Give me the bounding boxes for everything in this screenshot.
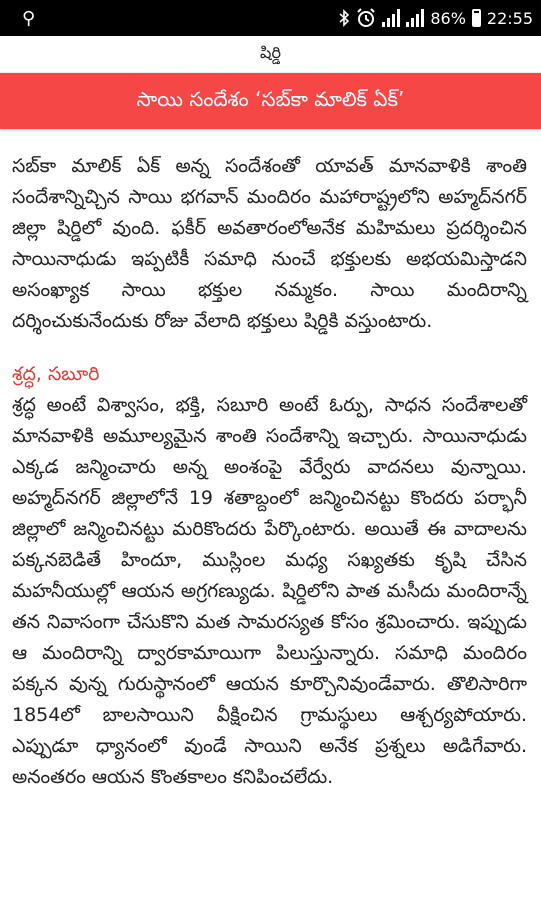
bluetooth-icon: [338, 9, 350, 27]
signal-icon: [382, 9, 400, 27]
article-paragraph: సబ్‌కా మాలిక్ ఏక్ అన్న సందేశంతో యావత్ మానవాళికి శాంతి సందేశాన్నిచ్చిన సాయి భగవాన్ మందిరం మహారాష్ట్రలోని అహ్మద్‌నగర్ జిల్లా షిర్డిలో వుంది. ఫకీర్ అవతారంలోఅనేక మహిమలు ప్రదర్శించిన సాయినాధుడు ఇప్పటికీ సమాధి నుంచే భక్తులకు అభయమిస్తాడని అసంఖ్యాక సాయి భక్తుల నమ్మకం. సాయి మందిరాన్ని దర్శించుకునేందుకు రోజు వేలాది భక్తులు షిర్డికి వస్తుంటారు.: [12, 155, 527, 332]
app-bar: [0, 36, 541, 73]
article-paragraph: శ్రద్ధ అంటే విశ్వాసం, భక్తి, సబూరి అంటే ఓర్పు, సాధన సందేశాలతో మానవాళికి అమూల్యమైన శాంతి సందేశాన్ని ఇచ్చారు. సాయినాధుడు ఎక్కడ జన్మించారు అన్న అంశంపై వేర్వేరు వాదనలు వున్నాయి. అహ్మద్‌నగర్ జిల్లాలోనే 19 శతాబ్దంలో జన్మించినట్టు కొందరు పర్భానీ జిల్లాలో జన్మించినట్టు మరికొందరు పేర్కొంటారు. అయితే ఈ వాదాలను పక్కనబెడితే హిందూ, ముస్లింల మధ్య సఖ్యతకు కృషి చేసిన మహనీయుల్లో ఆయన అగ్రగణ్యుడు. షిర్డిలోని పాత మసీదు మందిరాన్నే తన నివాసంగా చేసుకొని మత సామరస్యత కోసం శ్రమించారు. ఇప్పుడు ఆ మందిరాన్ని ద్వారకామాయిగా పిలుస్తున్నారు. సమాధి మందిరం పక్కన వున్న గురుస్థానంలో ఆయన కూర్చొనివుండేవారు. తొలిసారిగా 1854లో బాలసాయిని వీక్షించిన గ్రామస్థులు ఆశ్చర్యపోయారు. ఎప్పుడూ ధ్యానంలో వుండే సాయిని అనేక ప్రశ్నలు అడిగేవారు. అనంతరం ఆయన కొంతకాలం కనిపించలేదు.: [12, 394, 527, 788]
battery-icon: [472, 9, 481, 27]
usb-icon: ⚲: [22, 8, 36, 29]
clock: 22:55: [486, 8, 533, 28]
article-title: సాయి సందేశం ‘సబ్‌కా మాలిక్ ఏక్’: [136, 86, 405, 111]
signal-icon: [406, 9, 424, 27]
article-content: [0, 129, 541, 793]
app-title: షిర్డి: [260, 42, 281, 62]
battery-percent: 86%: [430, 8, 466, 28]
section-heading: శ్రద్ధ, సబూరి: [12, 363, 100, 385]
article-title-bar: [0, 73, 541, 129]
status-icons: [338, 0, 533, 36]
status-bar: [0, 0, 541, 36]
alarm-icon: [356, 8, 376, 28]
